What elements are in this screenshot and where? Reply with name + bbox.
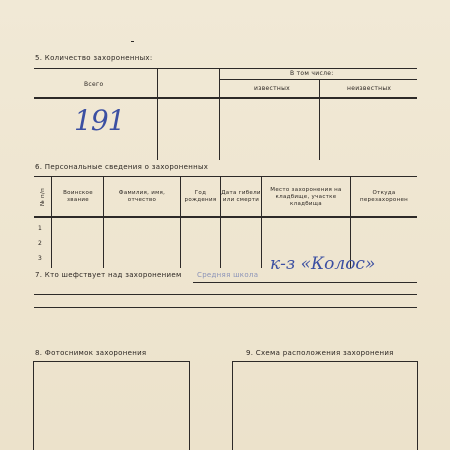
table-row-num: 3 (38, 255, 43, 262)
s5-top-line (34, 68, 417, 69)
s8-box-top (33, 361, 190, 362)
s7-line-2 (34, 294, 417, 295)
s9-box-top (232, 361, 418, 362)
s5-col-unknown: неизвестных (347, 85, 392, 92)
s5-col-total: Всего (84, 81, 104, 88)
s5-header-bottom-line (34, 97, 417, 99)
s8-box-right (189, 361, 190, 450)
s7-line-3 (34, 307, 417, 308)
s5-col-known: известных (254, 85, 291, 92)
table-row-num: 2 (38, 240, 43, 247)
s6-col-rank: Воинское звание (63, 190, 93, 203)
s5-col-of-them: В том числе: (290, 70, 334, 77)
s6-col-death: Дата гибели или смерти (221, 190, 261, 203)
section9-title: 9. Схема расположения захоронения (246, 349, 394, 357)
s6-col-place: Место захоронения на кладбище, участке кладбища (270, 187, 342, 207)
s5-vline-3 (319, 80, 320, 160)
table-row-num: 1 (38, 225, 43, 232)
s7-line-1 (193, 282, 417, 283)
section7-label: 7. Кто шефствует над захоронением (35, 271, 182, 279)
s6-vline-5 (261, 176, 262, 268)
section5-title: 5. Количество захороненных: (35, 54, 153, 62)
s6-col-birth: Год рождения (184, 190, 217, 203)
section8-title: 8. Фотоснимок захоронения (35, 349, 147, 357)
s6-col-num: № п/п (40, 188, 46, 207)
s8-box-left (33, 361, 34, 450)
s9-box-left (232, 361, 233, 450)
section7-handwritten: к-з «Колос» (270, 254, 376, 274)
s6-col-from: Откуда перезахоронен (359, 190, 409, 203)
section7-stamp-text: Средняя школа (197, 271, 259, 279)
s5-total-value: 191 (74, 104, 125, 137)
s5-vline-1 (157, 68, 158, 160)
top-mark (131, 41, 134, 42)
s6-header-bottom-line (34, 216, 417, 218)
s6-top-line (34, 176, 417, 177)
s9-box-right (417, 361, 418, 450)
s6-vline-2 (103, 176, 104, 268)
section6-title: 6. Персональные сведения о захороненных (35, 163, 209, 171)
s6-vline-3 (180, 176, 181, 268)
s5-vline-2 (219, 68, 220, 160)
s6-col-name: Фамилия, имя, отчество (118, 190, 166, 203)
s6-vline-1 (51, 176, 52, 268)
